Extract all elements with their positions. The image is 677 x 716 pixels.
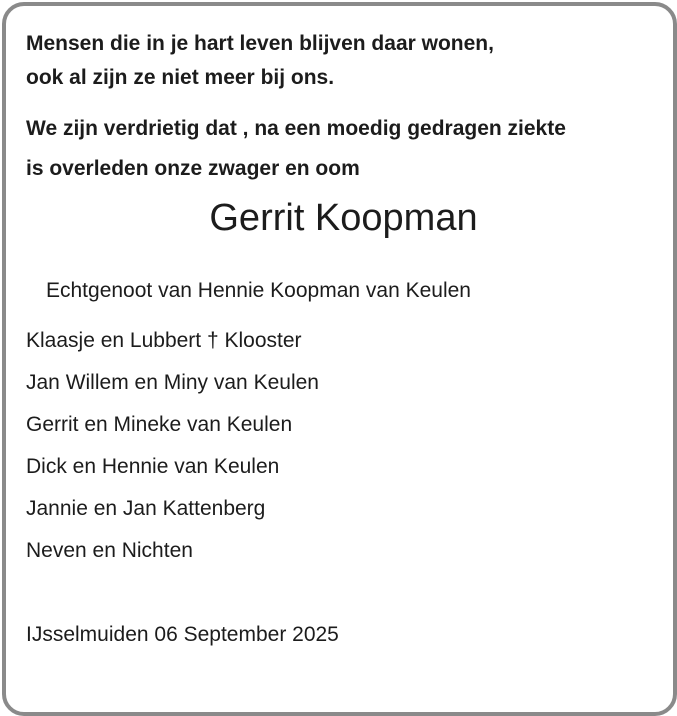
- deceased-name: Gerrit Koopman: [209, 197, 478, 239]
- notice-frame: [2, 2, 677, 716]
- relative-line: Klaasje en Lubbert † Klooster: [26, 329, 302, 352]
- place-date: IJsselmuiden 06 September 2025: [26, 623, 339, 646]
- relative-line: Dick en Hennie van Keulen: [26, 455, 280, 478]
- spouse-line: Echtgenoot van Hennie Koopman van Keulen: [46, 279, 471, 302]
- intro-line-3: We zijn verdrietig dat , na een moedig gedragen ziekte: [26, 117, 566, 140]
- relative-line: Gerrit en Mineke van Keulen: [26, 413, 293, 436]
- intro-line-4: is overleden onze zwager en oom: [26, 157, 360, 180]
- relative-line: Jan Willem en Miny van Keulen: [26, 371, 319, 394]
- relative-line: Jannie en Jan Kattenberg: [26, 497, 266, 520]
- intro-line-1: Mensen die in je hart leven blijven daar wonen,: [26, 32, 494, 55]
- relative-line: Neven en Nichten: [26, 539, 193, 562]
- intro-line-2: ook al zijn ze niet meer bij ons.: [26, 66, 335, 89]
